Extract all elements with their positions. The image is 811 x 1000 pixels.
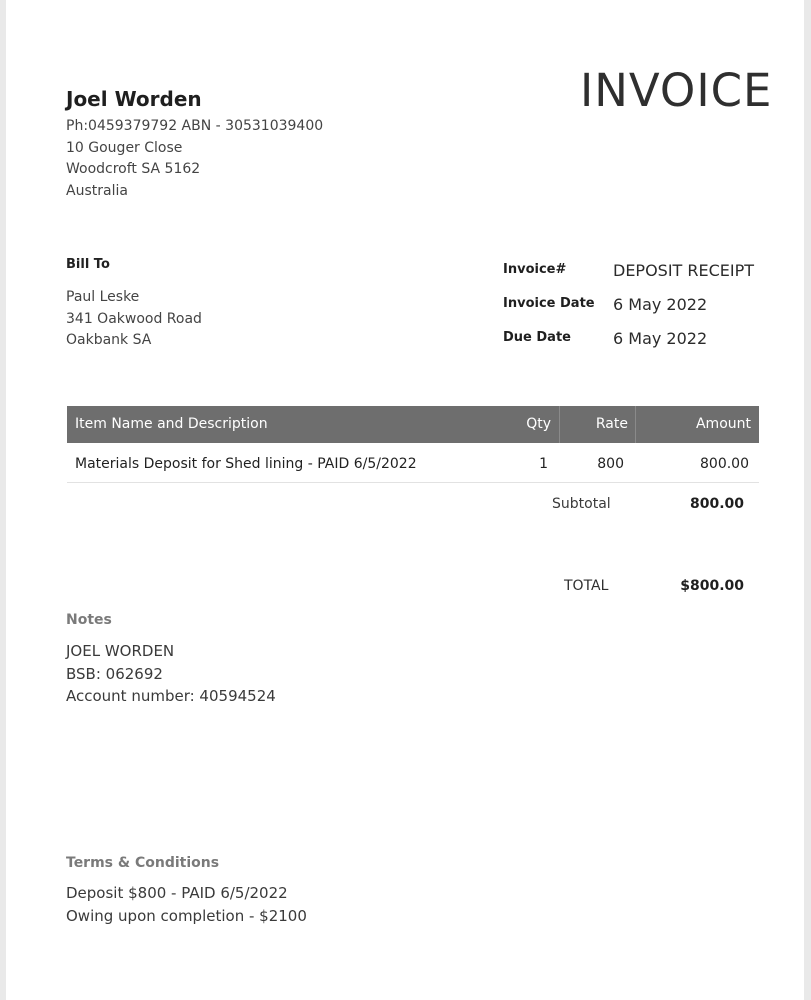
due-date-value: 6 May 2022 bbox=[613, 329, 708, 348]
header-amount: Amount bbox=[695, 416, 751, 432]
notes-content bbox=[66, 640, 276, 708]
terms-line: Owing upon completion - $2100 bbox=[66, 906, 307, 925]
sender-country: Australia bbox=[66, 182, 128, 199]
sender-address-line2: Woodcroft SA 5162 bbox=[66, 161, 201, 177]
sender-address-line1: 10 Gouger Close bbox=[66, 139, 183, 156]
invoice-date-label: Invoice Date bbox=[503, 296, 595, 311]
header-divider bbox=[559, 406, 560, 443]
row-rate: 800 bbox=[597, 456, 624, 472]
terms-label: Terms & Conditions bbox=[66, 855, 220, 871]
row-description: Materials Deposit for Shed lining - PAID 6/5/2022 bbox=[75, 456, 417, 472]
header-divider bbox=[635, 406, 636, 443]
sender-details bbox=[66, 116, 323, 202]
invoice-page bbox=[6, 0, 804, 1000]
header-description: Item Name and Description bbox=[75, 416, 268, 432]
table-row bbox=[67, 444, 759, 483]
items-table-header bbox=[67, 406, 759, 443]
due-date-label: Due Date bbox=[503, 330, 571, 345]
notes-line: JOEL WORDEN bbox=[66, 642, 175, 660]
subtotal-label: Subtotal bbox=[552, 496, 611, 512]
bill-to-label: Bill To bbox=[66, 257, 110, 272]
sender-contact-line: Ph:0459379792 ABN - 30531039400 bbox=[66, 118, 324, 134]
invoice-date-value: 6 May 2022 bbox=[613, 295, 708, 314]
total-value: $800.00 bbox=[680, 578, 744, 594]
terms-line: Deposit $800 - PAID 6/5/2022 bbox=[66, 884, 288, 902]
bill-to-address-line1: 341 Oakwood Road bbox=[66, 310, 202, 327]
subtotal-value: 800.00 bbox=[689, 496, 744, 512]
terms-content bbox=[66, 882, 307, 927]
bill-to-address-line2: Oakbank SA bbox=[66, 332, 152, 348]
row-amount: 800.00 bbox=[700, 456, 749, 472]
total-label: TOTAL bbox=[564, 578, 609, 594]
row-qty: 1 bbox=[539, 456, 548, 472]
header-rate: Rate bbox=[595, 416, 628, 432]
bill-to-details bbox=[66, 287, 202, 352]
notes-label: Notes bbox=[66, 612, 112, 628]
invoice-title: INVOICE bbox=[580, 64, 773, 117]
notes-line: BSB: 062692 bbox=[66, 664, 163, 683]
invoice-number-value: DEPOSIT RECEIPT bbox=[613, 261, 755, 280]
header-qty: Qty bbox=[526, 416, 551, 432]
sender-name: Joel Worden bbox=[66, 87, 202, 111]
bill-to-name: Paul Leske bbox=[66, 289, 140, 305]
invoice-number-label: Invoice# bbox=[503, 262, 567, 277]
notes-line: Account number: 40594524 bbox=[66, 687, 276, 705]
